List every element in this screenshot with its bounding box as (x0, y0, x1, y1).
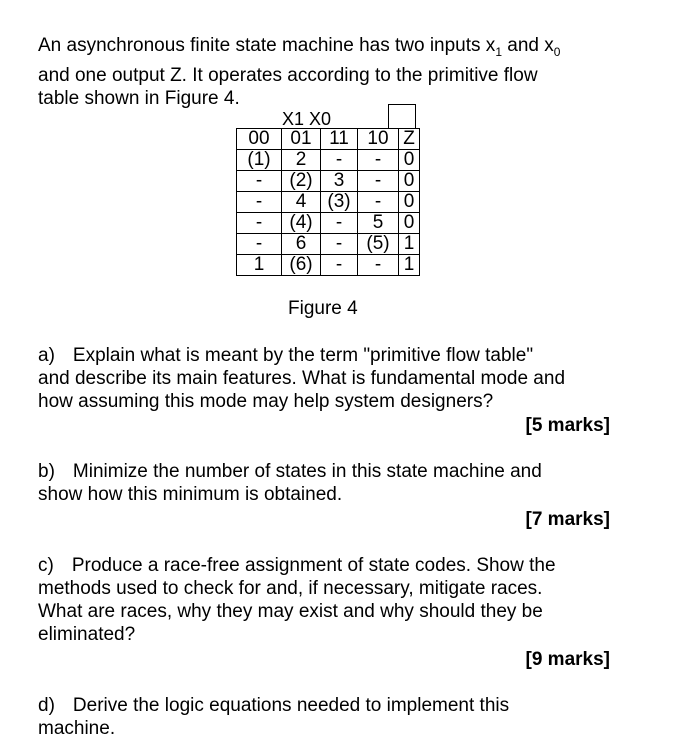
table-cell: (4) (282, 213, 321, 234)
intro-line-3: table shown in Figure 4. (38, 87, 240, 109)
table-cell: 2 (282, 150, 321, 171)
question-label: a) (38, 345, 55, 366)
table-cell: (3) (321, 192, 358, 213)
table-cell: - (358, 255, 399, 276)
marks-b: [7 marks] (525, 509, 610, 530)
table-row (237, 234, 420, 255)
question-d: d) Derive the logic equations needed to implement this machine. (38, 695, 510, 739)
table-cell: - (358, 171, 399, 192)
table-cell: 1 (399, 234, 420, 255)
question-b: b) Minimize the number of states in this state machine and show how this minimum is obtained. (38, 461, 542, 505)
table-cell: - (321, 213, 358, 234)
table-cell: - (358, 192, 399, 213)
marks-c: [9 marks] (525, 649, 610, 670)
table-cell: 1 (237, 255, 282, 276)
table-cell: 0 (399, 192, 420, 213)
table-row (237, 150, 420, 171)
question-a: a) Explain what is meant by the term "primitive flow table" and describe its main features. What is fundamental mode and how assuming this mode may help system designers? (38, 345, 566, 412)
table-cell: 0 (399, 171, 420, 192)
col-header: 00 (237, 129, 282, 150)
col-header: Z (399, 129, 420, 150)
marks-a: [5 marks] (525, 415, 610, 436)
question-label: c) (38, 555, 54, 576)
primitive-flow-table (236, 128, 420, 276)
table-cell: 0 (399, 213, 420, 234)
table-cell: - (321, 255, 358, 276)
table-cell: 1 (399, 255, 420, 276)
table-row (237, 171, 420, 192)
question-label: d) (38, 695, 55, 716)
table-header-z-box (388, 104, 416, 129)
table-cell: - (321, 234, 358, 255)
table-cell: (2) (282, 171, 321, 192)
table-cell: (6) (282, 255, 321, 276)
table-cell: 0 (399, 150, 420, 171)
table-cell: - (321, 150, 358, 171)
table-cell: (5) (358, 234, 399, 255)
col-header: 10 (358, 129, 399, 150)
figure-caption: Figure 4 (288, 298, 358, 319)
table-cell: - (237, 213, 282, 234)
intro-paragraph (38, 34, 638, 110)
table-cell: - (237, 192, 282, 213)
col-header: 11 (321, 129, 358, 150)
table-cell: - (358, 150, 399, 171)
table-cell: 4 (282, 192, 321, 213)
table-cell: 6 (282, 234, 321, 255)
table-row (237, 192, 420, 213)
question-c: c) Produce a race-free assignment of state codes. Show the methods used to check for and, if necessary, mitigate races. What are races, why they may exist and why should they be eliminated? (38, 555, 556, 645)
col-header: 01 (282, 129, 321, 150)
table-row (237, 213, 420, 234)
intro-line-1: An asynchronous finite state machine has two inputs $x_1$ and $x_0$ (38, 35, 561, 59)
table-cell: 5 (358, 213, 399, 234)
intro-line-2: and one output Z. It operates according to the primitive flow (38, 64, 538, 86)
table-cell: - (237, 234, 282, 255)
table-cell: 3 (321, 171, 358, 192)
table-header-row (237, 129, 420, 150)
table-row (237, 255, 420, 276)
input-header: X1 X0 (282, 109, 332, 129)
question-label: b) (38, 461, 55, 482)
table-cell: (1) (237, 150, 282, 171)
table-cell: - (237, 171, 282, 192)
